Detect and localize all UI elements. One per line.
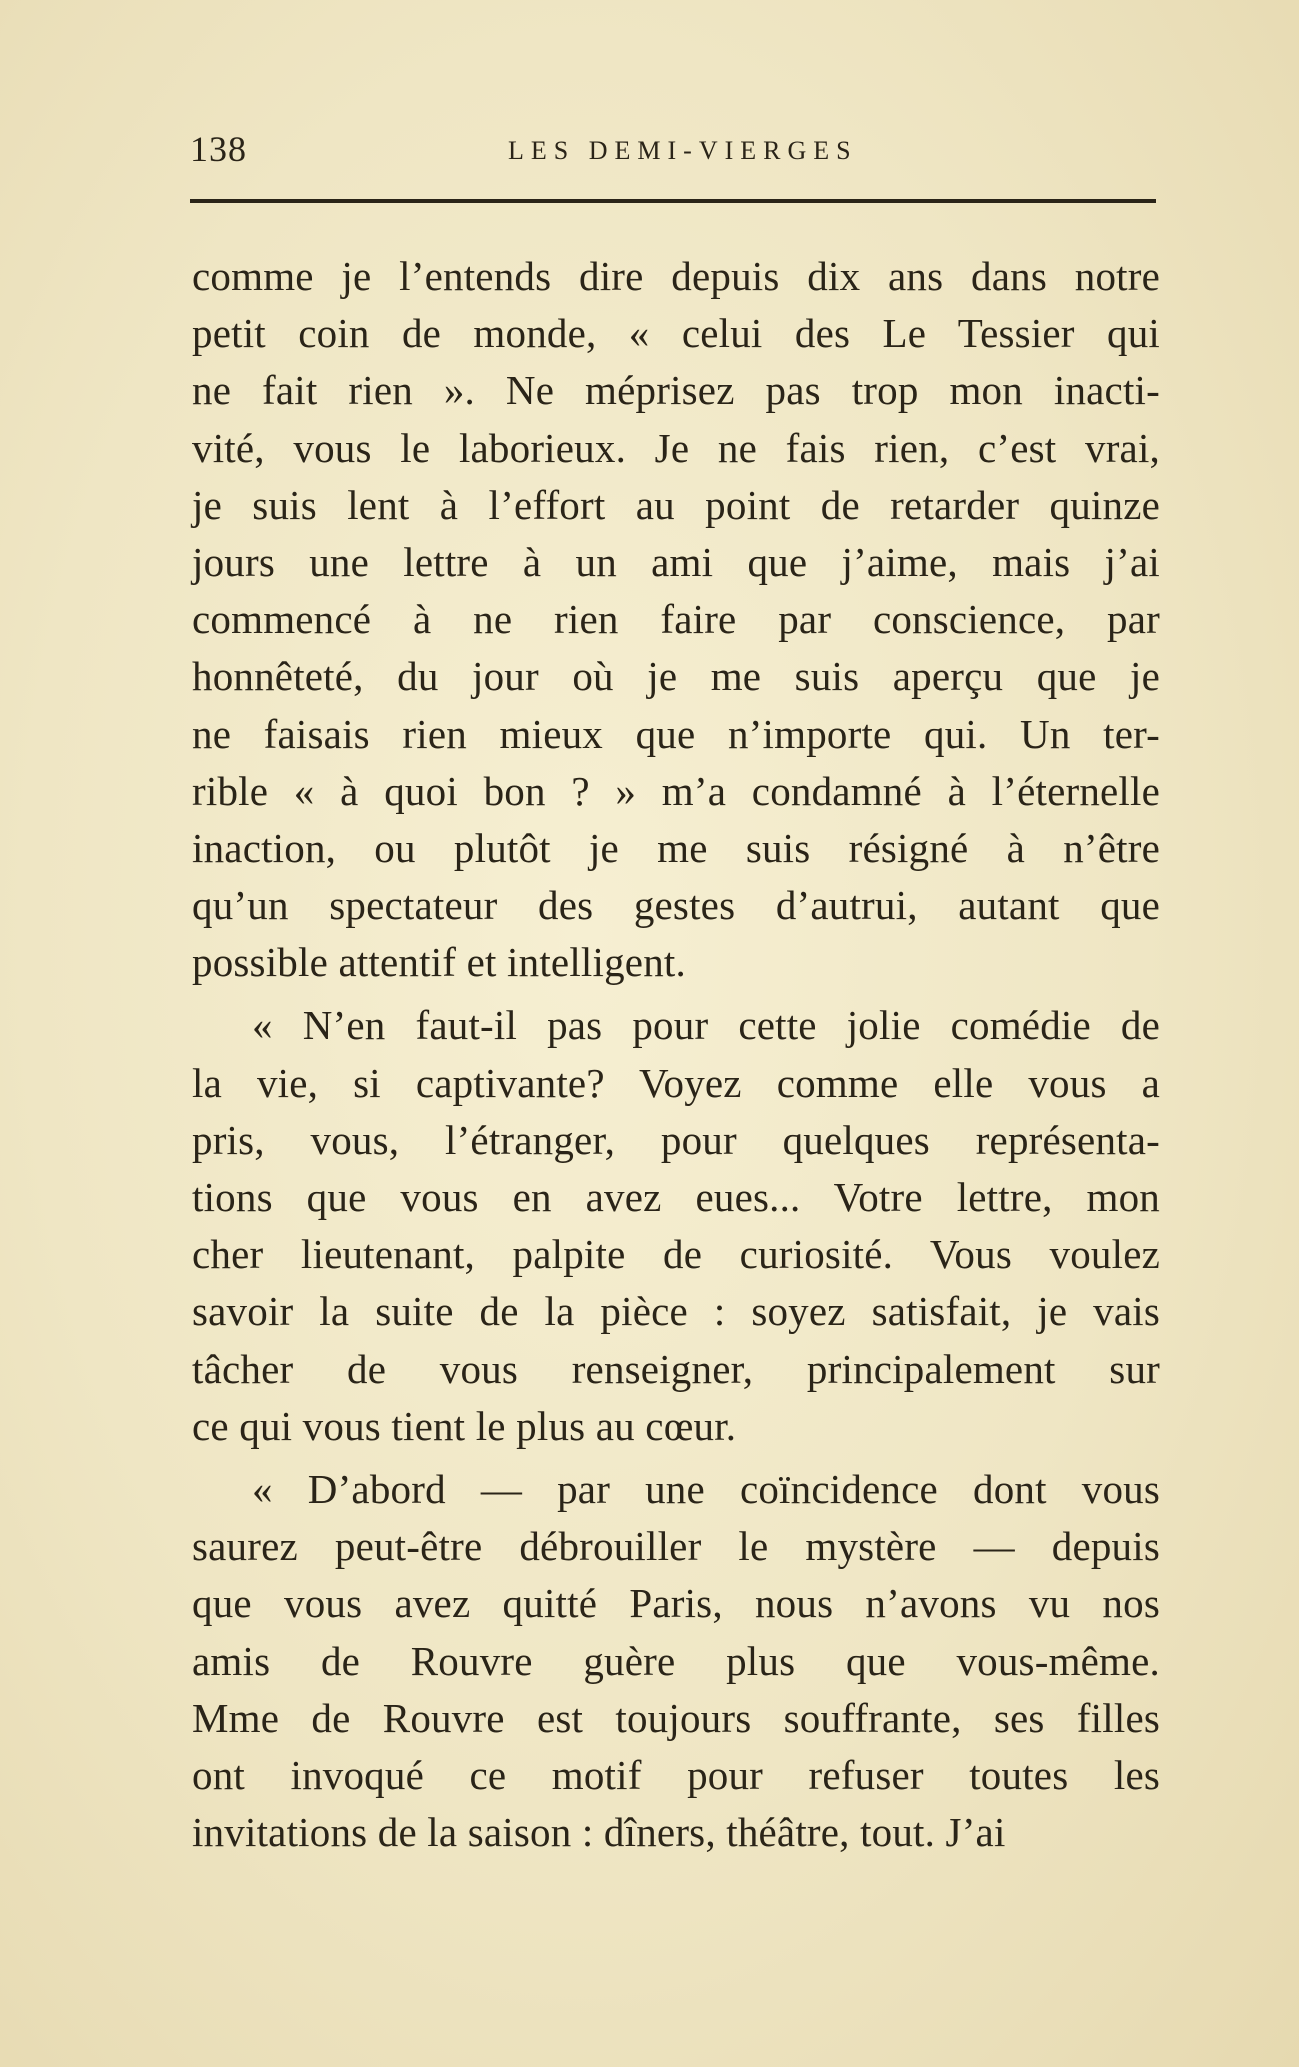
text-line: Mme de Rouvre est toujours souffrante, ses filles xyxy=(192,1694,1160,1741)
text-line: commencé à ne rien faire par conscience, par xyxy=(192,596,1160,643)
text-line: je suis lent à l’effort au point de retarder quinze xyxy=(192,481,1160,528)
text-line: ont invoqué ce motif pour refuser toutes les xyxy=(192,1751,1160,1798)
text-line: savoir la suite de la pièce : soyez satisfait, je vais xyxy=(192,1288,1160,1335)
text-line: tâcher de vous renseigner, principalement sur xyxy=(192,1345,1160,1392)
text-line: ce qui vous tient le plus au cœur. xyxy=(192,1402,737,1449)
text-line: saurez peut-être débrouiller le mystère — depuis xyxy=(192,1523,1160,1570)
text-line: inaction, ou plutôt je me suis résigné à n’être xyxy=(192,824,1160,871)
text-line: « D’abord — par une coïncidence dont vous xyxy=(252,1465,1160,1512)
text-line: honnêteté, du jour où je me suis aperçu que je xyxy=(192,653,1160,700)
text-line: « N’en faut-il pas pour cette jolie comédie de xyxy=(252,1002,1160,1049)
text-line: jours une lettre à un ami que j’aime, mais j’ai xyxy=(192,538,1160,585)
text-line: ne fait rien ». Ne méprisez pas trop mon inacti- xyxy=(192,367,1160,414)
text-line: invitations de la saison : dîners, théâtre, tout. J’ai xyxy=(192,1809,1006,1856)
page-number: 138 xyxy=(190,129,247,169)
text-line: rible « à quoi bon ? » m’a condamné à l’éternelle xyxy=(192,767,1160,814)
text-line: cher lieutenant, palpite de curiosité. Vous voulez xyxy=(192,1231,1160,1278)
text-line: tions que vous en avez eues... Votre lettre, mon xyxy=(192,1174,1160,1220)
text-line: que vous avez quitté Paris, nous n’avons vu nos xyxy=(192,1580,1160,1627)
text-line: qu’un spectateur des gestes d’autrui, autant que xyxy=(192,882,1160,929)
text-line: la vie, si captivante? Voyez comme elle vous a xyxy=(192,1059,1160,1106)
text-line: amis de Rouvre guère plus que vous-même. xyxy=(192,1637,1160,1684)
running-title: LES DEMI-VIERGES xyxy=(508,136,858,165)
text-line: ne faisais rien mieux que n’importe qui. Un ter- xyxy=(192,710,1160,757)
page-header xyxy=(190,128,1156,172)
text-line: comme je l’entends dire depuis dix ans dans notre xyxy=(192,253,1160,299)
text-line: petit coin de monde, « celui des Le Tessier qui xyxy=(192,310,1160,357)
text-line: vité, vous le laborieux. Je ne fais rien, c’est vrai, xyxy=(192,424,1160,471)
text-line: possible attentif et intelligent. xyxy=(192,939,686,986)
body-text xyxy=(192,248,1160,1861)
header-rule xyxy=(190,199,1156,203)
text-line: pris, vous, l’étranger, pour quelques représenta- xyxy=(192,1116,1160,1163)
